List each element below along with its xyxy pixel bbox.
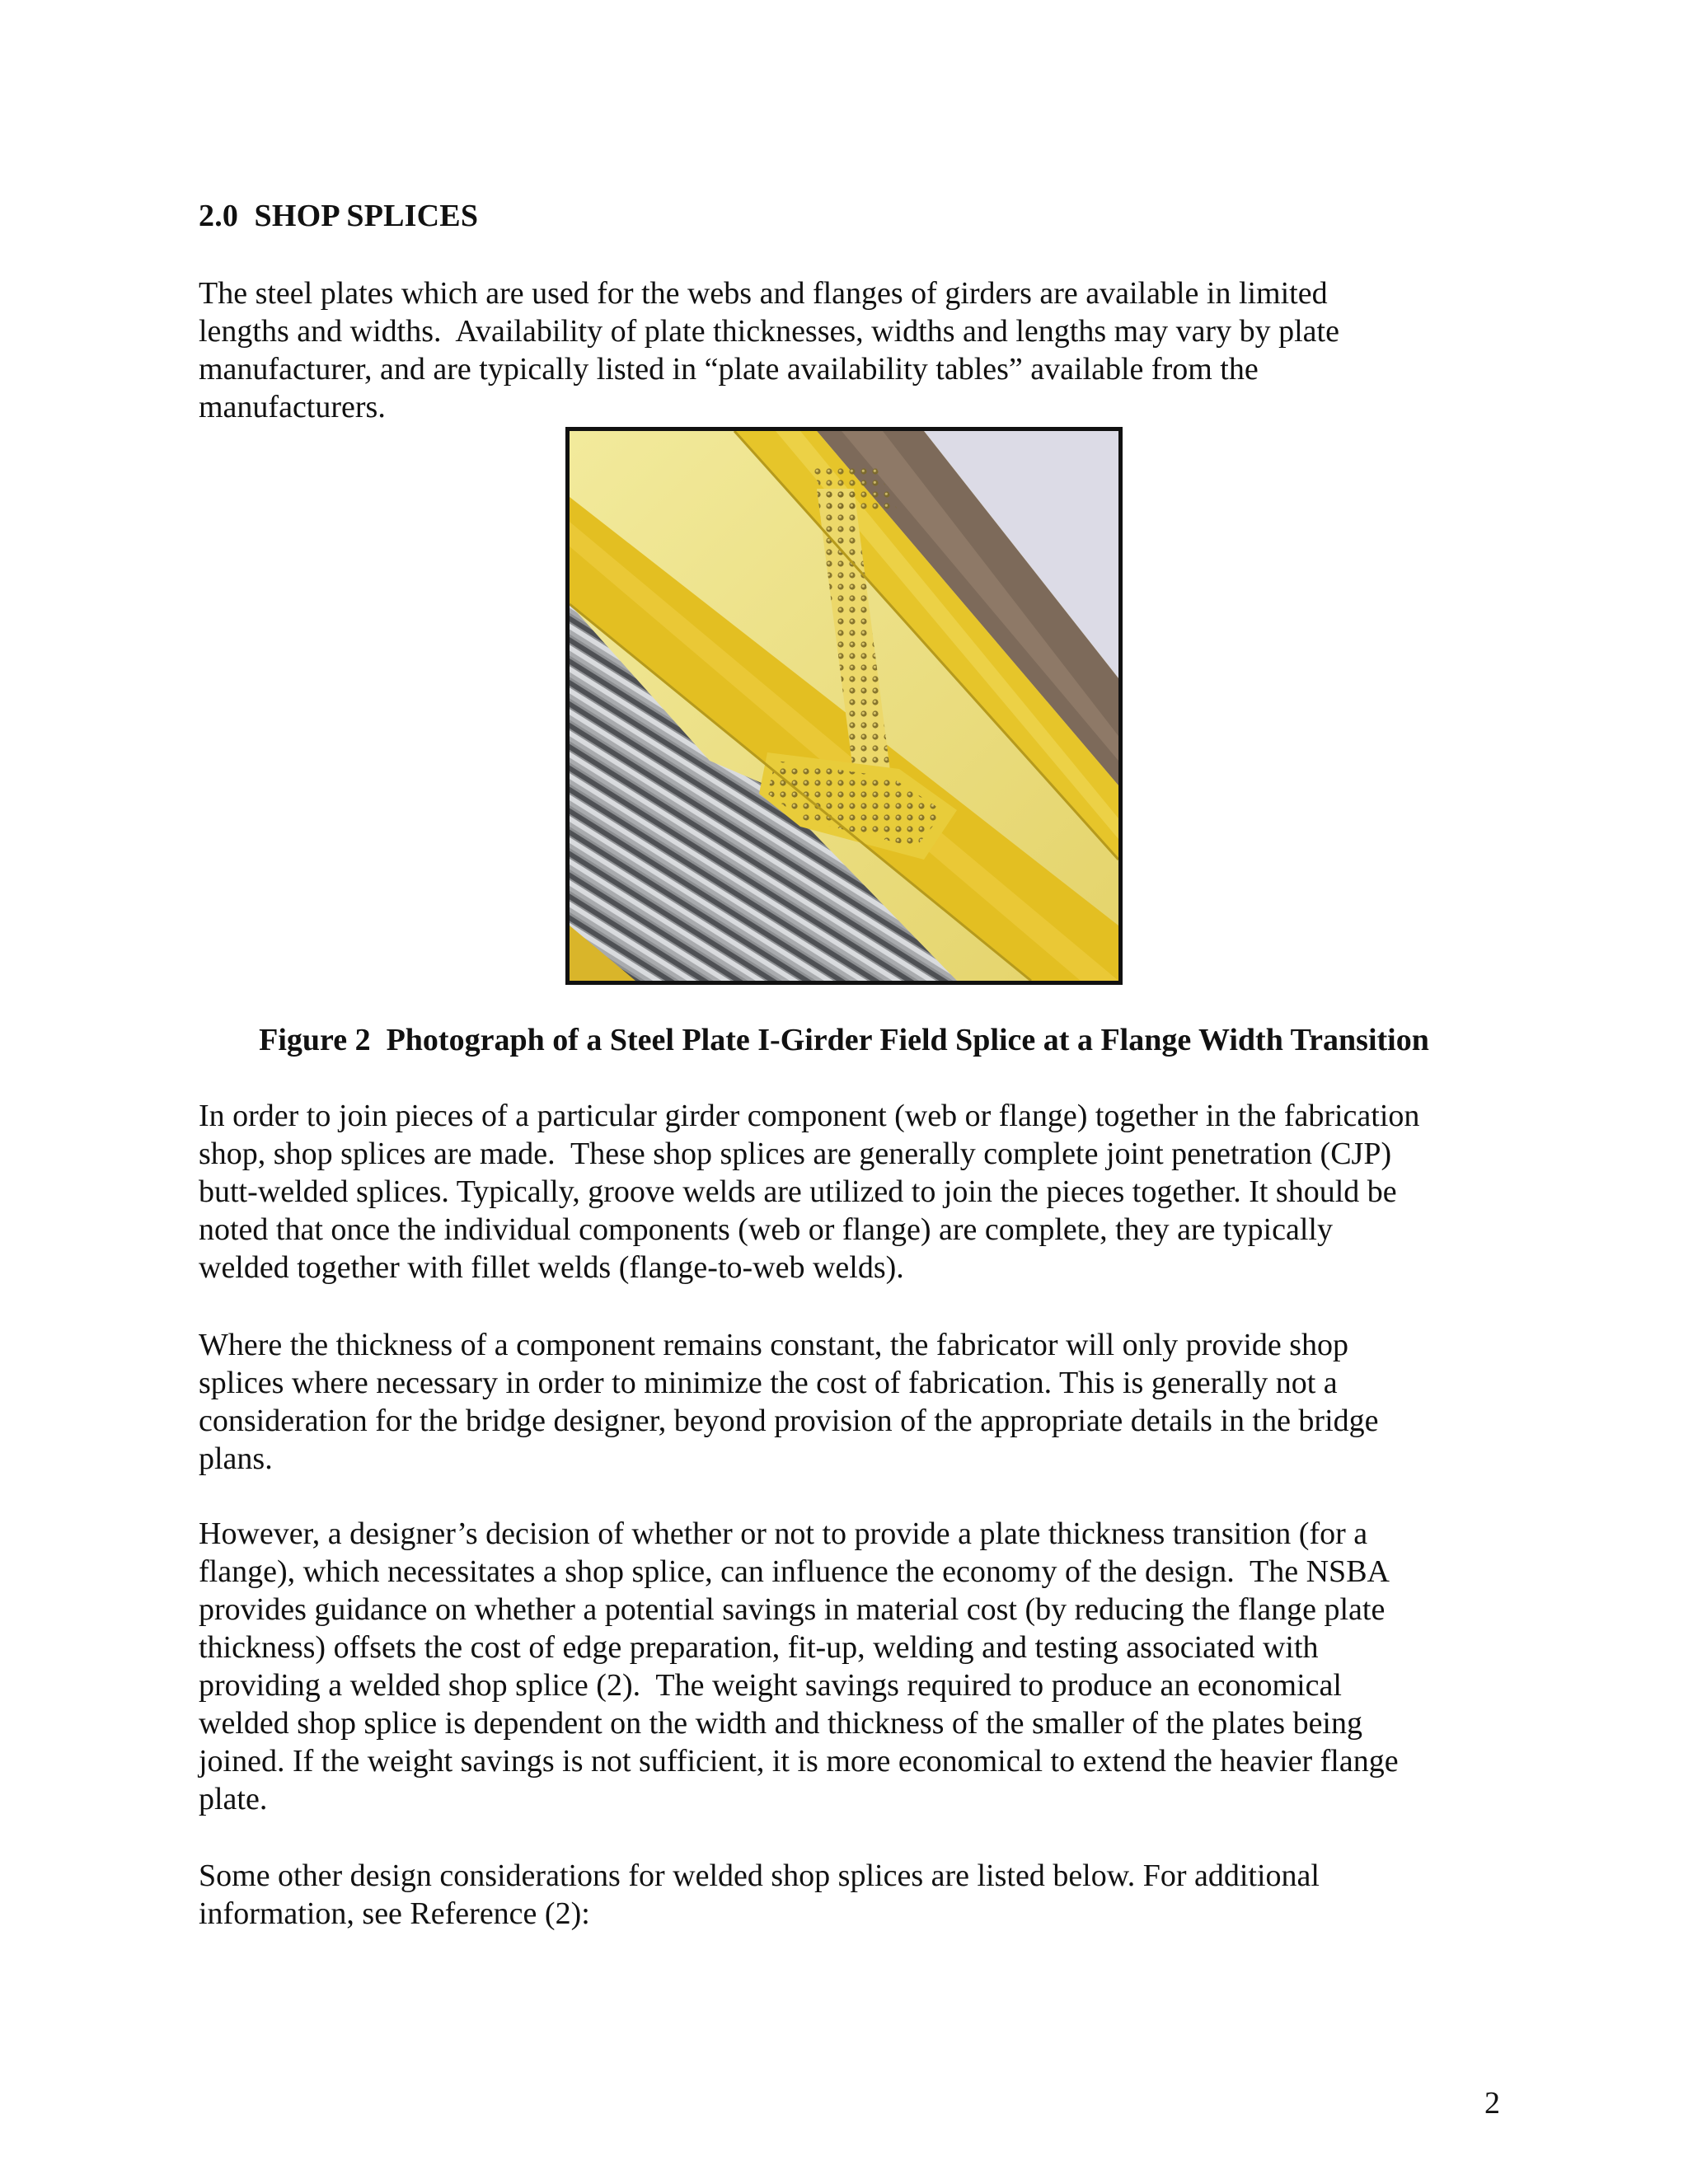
text-line: welded shop splice is dependent on the width and thickness of the smaller of the plates being (199, 1706, 1362, 1741)
text-line: However, a designer’s decision of whether or not to provide a plate thickness transition (for a (199, 1516, 1368, 1551)
text-line: Some other design considerations for welded shop splices are listed below. For additional (199, 1858, 1320, 1893)
paragraph-constant-thickness (199, 1326, 1501, 1478)
paragraph-plate-availability (199, 274, 1501, 426)
girder-splice-photo (565, 427, 1123, 985)
paragraph-thickness-transition (199, 1515, 1501, 1818)
text-line: providing a welded shop splice (2). The weight savings required to produce an economical (199, 1668, 1342, 1703)
text-line: plate. (199, 1782, 268, 1816)
text-line: joined. If the weight savings is not sufficient, it is more economical to extend the heavier flange (199, 1744, 1399, 1779)
text-line: provides guidance on whether a potential savings in material cost (by reducing the flange plate (199, 1592, 1386, 1627)
text-line: information, see Reference (2): (199, 1896, 590, 1931)
text-line: welded together with fillet welds (flange-to-web welds). (199, 1250, 904, 1285)
text-line: shop, shop splices are made. These shop splices are generally complete joint penetration (CJP) (199, 1137, 1392, 1171)
text-line: Where the thickness of a component remains constant, the fabricator will only provide shop (199, 1328, 1349, 1362)
text-line: thickness) offsets the cost of edge preparation, fit-up, welding and testing associated with (199, 1630, 1319, 1665)
text-line: plans. (199, 1441, 273, 1476)
text-line: The steel plates which are used for the webs and flanges of girders are available in limited (199, 276, 1328, 311)
paragraph-other-considerations (199, 1857, 1501, 1933)
text-line: butt-welded splices. Typically, groove welds are utilized to join the pieces together. It should be (199, 1174, 1397, 1209)
text-line: noted that once the individual components (web or flange) are complete, they are typically (199, 1212, 1333, 1247)
page-number: 2 (1484, 2086, 1500, 2121)
text-line: In order to join pieces of a particular girder component (web or flange) together in the fabrication (199, 1099, 1420, 1133)
text-line: flange), which necessitates a shop splice, can influence the economy of the design. The NSBA (199, 1554, 1390, 1589)
text-line: splices where necessary in order to minimize the cost of fabrication. This is generally not a (199, 1366, 1338, 1400)
paragraph-shop-splices (199, 1097, 1501, 1286)
text-line: lengths and widths. Availability of plate thicknesses, widths and lengths may vary by plate (199, 314, 1339, 349)
text-line: manufacturers. (199, 390, 386, 424)
text-line: consideration for the bridge designer, beyond provision of the appropriate details in the bridge (199, 1404, 1379, 1438)
section-heading: 2.0 SHOP SPLICES (199, 199, 479, 233)
figure-caption: Figure 2 Photograph of a Steel Plate I-Girder Field Splice at a Flange Width Transition (259, 1023, 1429, 1057)
text-line: manufacturer, and are typically listed in “plate availability tables” available from the (199, 352, 1259, 387)
